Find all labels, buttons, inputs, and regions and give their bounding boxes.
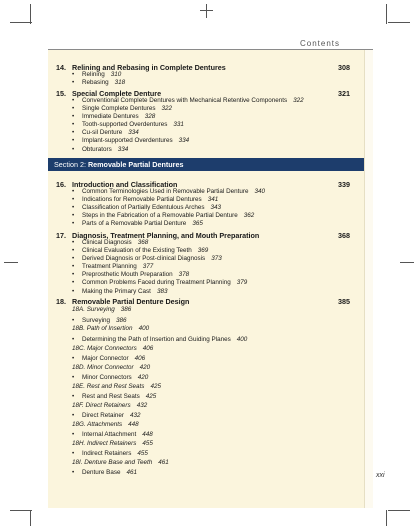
crop-mark: [30, 510, 31, 526]
list-item[interactable]: • Minor Connectors 420: [72, 374, 149, 381]
bullet-glyph: •: [72, 220, 75, 228]
bullet-glyph: •: [72, 105, 75, 113]
list-item[interactable]: • Implant-supported Overdentures 334: [72, 137, 190, 145]
crop-mark: [10, 22, 32, 23]
chapter-page: 368: [338, 231, 350, 240]
subchapter-heading[interactable]: 18G. Attachments 448: [72, 421, 139, 428]
list-item[interactable]: • Common Terminologies Used in Removable Partial Denture 340: [72, 188, 265, 195]
list-item[interactable]: • Cu-sil Denture 334: [72, 129, 139, 137]
bullet-glyph: •: [72, 212, 75, 220]
bullet-glyph: •: [72, 113, 75, 121]
list-item[interactable]: • Direct Retainer 432: [72, 412, 141, 419]
list-item[interactable]: • Steps in the Fabrication of a Removable Partial Denture 362: [72, 212, 255, 220]
bullet-glyph: •: [72, 196, 75, 204]
page-number: xxi: [376, 472, 385, 479]
chapter-page: 321: [338, 89, 350, 98]
section-label: Section 2:: [54, 160, 86, 169]
chapter-title[interactable]: 15. Special Complete Denture: [56, 89, 162, 98]
bullet-glyph: •: [72, 129, 75, 137]
running-header-title: Contents: [300, 39, 341, 48]
bullet-glyph: •: [72, 469, 75, 476]
crop-mark: [400, 262, 414, 263]
list-item[interactable]: • Single Complete Dentures 322: [72, 105, 173, 113]
bullet-glyph: •: [72, 255, 75, 263]
page-edge: [364, 36, 373, 508]
list-item[interactable]: • Denture Base 461: [72, 469, 138, 476]
bullet-glyph: •: [72, 317, 75, 324]
bullet-glyph: •: [72, 204, 75, 212]
list-item[interactable]: • Common Problems Faced during Treatment Planning 379: [72, 279, 248, 287]
section-heading[interactable]: [48, 158, 364, 171]
list-item[interactable]: • Indirect Retainers 455: [72, 450, 148, 457]
crop-mark: [388, 510, 410, 511]
subchapter-heading[interactable]: 18I. Denture Base and Teeth 461: [72, 459, 169, 466]
bullet-glyph: •: [72, 188, 75, 195]
list-item[interactable]: • Immediate Dentures 328: [72, 113, 156, 121]
chapter-topic-list: [72, 97, 304, 154]
chapter-page: 308: [338, 63, 350, 72]
list-item[interactable]: • Surveying 386: [72, 317, 127, 324]
subchapter-heading[interactable]: 18F. Direct Retainers 432: [72, 402, 148, 409]
list-item[interactable]: • Conventional Complete Dentures with Mechanical Retentive Components 322: [72, 97, 304, 104]
chapter-page: 339: [338, 180, 350, 189]
list-item[interactable]: • Making the Primary Cast 383: [72, 287, 168, 295]
list-item[interactable]: • Parts of a Removable Partial Denture 365: [72, 220, 203, 228]
subchapter-heading[interactable]: 18C. Major Connectors 406: [72, 345, 154, 352]
bullet-glyph: •: [72, 271, 75, 279]
chapter-topic-list: [72, 188, 265, 228]
crop-mark: [10, 510, 32, 511]
list-item[interactable]: • Rest and Rest Seats 425: [72, 393, 157, 400]
bullet-glyph: •: [72, 263, 75, 271]
bullet-glyph: •: [72, 336, 75, 343]
list-item[interactable]: • Obturators 334: [72, 145, 129, 153]
bullet-glyph: •: [72, 431, 75, 438]
bullet-glyph: •: [72, 412, 75, 419]
subchapter-heading[interactable]: 18D. Minor Connector 420: [72, 364, 151, 371]
bullet-glyph: •: [72, 374, 75, 381]
bullet-glyph: •: [72, 97, 75, 104]
chapter-topic-list: [72, 239, 247, 296]
bullet-glyph: •: [72, 355, 75, 362]
bullet-glyph: •: [72, 79, 75, 87]
list-item[interactable]: • Classification of Partially Edentulous Arches 343: [72, 204, 222, 212]
crop-mark: [386, 4, 387, 24]
bullet-glyph: •: [72, 121, 75, 129]
list-item[interactable]: • Relining 310: [72, 71, 122, 78]
crop-mark: [388, 22, 410, 23]
subchapter-heading[interactable]: 18A. Surveying 386: [72, 306, 132, 313]
bullet-glyph: •: [72, 247, 75, 255]
bullet-glyph: •: [72, 71, 75, 78]
bullet-glyph: •: [72, 137, 75, 145]
bullet-glyph: •: [72, 287, 75, 295]
crop-mark: [4, 262, 18, 263]
chapter-title[interactable]: 17. Diagnosis, Treatment Planning, and Mouth Preparation: [56, 231, 260, 240]
subchapter-heading[interactable]: 18B. Path of Insertion 400: [72, 325, 150, 332]
list-item[interactable]: • Tooth-supported Overdentures 331: [72, 121, 184, 129]
bullet-glyph: •: [72, 393, 75, 400]
list-item[interactable]: • Major Connector 406: [72, 355, 146, 362]
list-item[interactable]: • Preprosthetic Mouth Preparation 378: [72, 271, 190, 279]
chapter-topic-list: [72, 71, 125, 87]
crop-mark: [386, 510, 387, 526]
chapter-title[interactable]: 18. Removable Partial Denture Design: [56, 297, 190, 306]
list-item[interactable]: • Treatment Planning 377: [72, 263, 154, 271]
bullet-glyph: •: [72, 279, 75, 287]
section-title: Removable Partial Dentures: [87, 160, 184, 169]
crop-mark: [200, 10, 213, 11]
bullet-glyph: •: [72, 145, 75, 153]
crop-mark: [30, 4, 31, 24]
subchapter-heading[interactable]: 18H. Indirect Retainers 455: [72, 440, 153, 447]
crop-mark: [206, 4, 207, 18]
list-item[interactable]: • Determining the Path of Insertion and Guiding Planes 400: [72, 336, 248, 343]
subchapter-heading[interactable]: 18E. Rest and Rest Seats 425: [72, 383, 161, 390]
list-item[interactable]: • Derived Diagnosis or Post-clinical Diagnosis 373: [72, 255, 222, 263]
chapter-title[interactable]: 14. Relining and Rebasing in Complete Dentures: [56, 63, 226, 72]
list-item[interactable]: • Internal Attachment 448: [72, 431, 153, 438]
list-item[interactable]: • Clinical Evaluation of the Existing Teeth 369: [72, 247, 209, 255]
list-item[interactable]: • Indications for Removable Partial Dentures 341: [72, 196, 219, 204]
bullet-glyph: •: [72, 450, 75, 457]
chapter-page: 385: [338, 297, 350, 306]
chapter-title[interactable]: 16. Introduction and Classification: [56, 180, 178, 189]
bullet-glyph: •: [72, 239, 75, 246]
list-item[interactable]: • Rebasing 318: [72, 79, 126, 87]
list-item[interactable]: • Clinical Diagnosis 368: [72, 239, 149, 246]
